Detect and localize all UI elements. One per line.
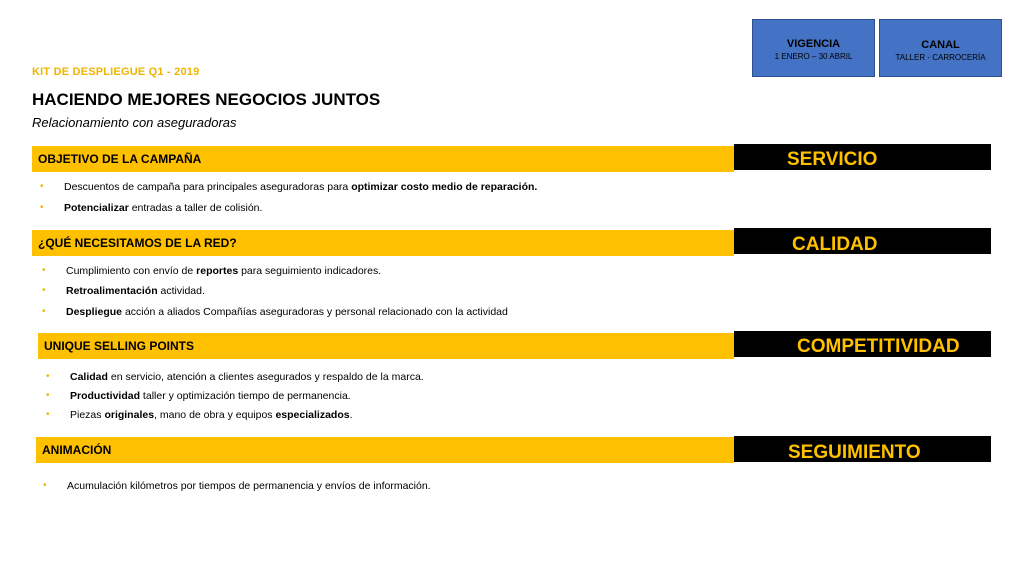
list-item: Calidad en servicio, atención a clientes asegurados y respaldo de la marca. bbox=[70, 371, 424, 383]
bullet-dot: • bbox=[42, 306, 46, 317]
list-item: Acumulación kilómetros por tiempos de permanencia y envíos de información. bbox=[67, 480, 431, 492]
section-heading: UNIQUE SELLING POINTS bbox=[44, 339, 195, 353]
canal-label: CANAL bbox=[921, 39, 960, 51]
kit-label: KIT DE DESPLIEGUE Q1 - 2019 bbox=[32, 66, 200, 78]
section-heading: OBJETIVO DE LA CAMPAÑA bbox=[38, 152, 202, 166]
tag-seguimiento bbox=[734, 436, 991, 462]
tag-servicio bbox=[734, 144, 991, 170]
tag-label: COMPETITIVIDAD bbox=[797, 336, 960, 357]
vigencia-value: 1 ENERO – 30 ABRIL bbox=[774, 52, 853, 61]
tag-label: SEGUIMIENTO bbox=[788, 442, 921, 463]
section-bar-animacion bbox=[36, 437, 734, 463]
list-item: Potencializar entradas a taller de colisión. bbox=[64, 202, 263, 214]
tag-competitividad bbox=[734, 331, 991, 357]
list-item: Despliegue acción a aliados Compañías aseguradoras y personal relacionado con la actividad bbox=[66, 306, 508, 318]
vigencia-label: VIGENCIA bbox=[786, 38, 841, 50]
bullet-dot: • bbox=[42, 265, 46, 276]
canal-value: TALLER - CARROCERÍA bbox=[895, 53, 986, 62]
canal-box bbox=[879, 19, 1002, 77]
section-bar-necesitamos bbox=[32, 230, 734, 256]
section-bar-objetivo bbox=[32, 146, 734, 172]
bullet-dot: • bbox=[40, 202, 44, 213]
section-bar-usp bbox=[38, 333, 734, 359]
list-item: Descuentos de campaña para principales aseguradoras para optimizar costo medio de reparación. bbox=[64, 181, 538, 193]
bullet-dot: • bbox=[46, 409, 50, 420]
section-heading: ANIMACIÓN bbox=[42, 443, 112, 457]
tag-label: CALIDAD bbox=[792, 234, 878, 255]
list-item: Productividad taller y optimización tiempo de permanencia. bbox=[70, 390, 351, 402]
bullet-dot: • bbox=[42, 285, 46, 296]
bullet-dot: • bbox=[46, 390, 50, 401]
list-item: Retroalimentación actividad. bbox=[66, 285, 205, 297]
bullet-dot: • bbox=[43, 480, 47, 491]
list-item: Piezas originales, mano de obra y equipos especializados. bbox=[70, 409, 353, 421]
list-item: Cumplimiento con envío de reportes para seguimiento indicadores. bbox=[66, 265, 382, 277]
tag-label: SERVICIO bbox=[787, 149, 878, 170]
section-heading: ¿QUÉ NECESITAMOS DE LA RED? bbox=[38, 236, 237, 250]
page-subtitle: Relacionamiento con aseguradoras bbox=[32, 115, 237, 130]
bullet-dot: • bbox=[40, 181, 44, 192]
bullet-dot: • bbox=[46, 371, 50, 382]
vigencia-box bbox=[752, 19, 875, 77]
page-title: HACIENDO MEJORES NEGOCIOS JUNTOS bbox=[32, 90, 381, 109]
tag-calidad bbox=[734, 228, 991, 254]
